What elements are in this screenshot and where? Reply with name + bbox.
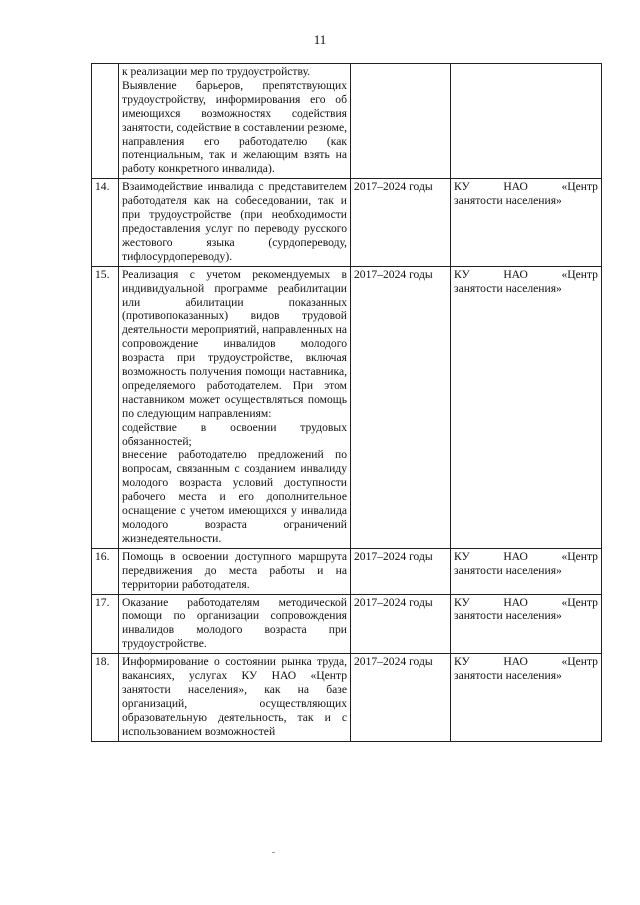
scan-mark (272, 852, 275, 853)
description-paragraph: внесение работодателю предложений по вопросам, связанным с созданием инвалиду молодого возраста условий доступности рабочего места и его дополнительное оснащение с учетом имеющихся у инвалида молодого возраста ограничений жизнедеятельности. (122, 448, 347, 545)
responsible-rest: занятости населения» (454, 609, 562, 623)
period-cell: 2017–2024 годы (351, 594, 451, 654)
responsible-cell (451, 548, 602, 594)
responsible-rest: занятости населения» (454, 281, 562, 295)
table-row (92, 548, 602, 594)
measure-description (119, 64, 351, 179)
responsible-word: НАО (503, 267, 528, 281)
responsible-word: «Центр (561, 549, 598, 563)
responsible-word: КУ (454, 655, 470, 669)
period-cell: 2017–2024 годы (351, 654, 451, 741)
responsible-word: НАО (503, 595, 528, 609)
measure-description (119, 548, 351, 594)
responsible-cell (451, 594, 602, 654)
page-number: 11 (313, 32, 327, 47)
row-number: 17. (92, 594, 119, 654)
period-cell: 2017–2024 годы (351, 179, 451, 266)
responsible-word: КУ (454, 595, 470, 609)
table-row (92, 594, 602, 654)
row-number: 15. (92, 266, 119, 548)
responsible-word: КУ (454, 180, 470, 194)
responsible-rest: занятости населения» (454, 669, 562, 683)
description-paragraph: Информирование о состоянии рынка труда, вакансиях, услугах КУ НАО «Центр занятости населения», как на базе организаций, осуществляющих образовательную деятельность, так и с использованием возможностей (122, 655, 347, 738)
period-cell: 2017–2024 годы (351, 266, 451, 548)
row-number: 18. (92, 654, 119, 741)
measures-table (91, 63, 602, 742)
responsible-word: «Центр (561, 180, 598, 194)
responsible-rest: занятости населения» (454, 194, 562, 208)
measure-description (119, 179, 351, 266)
responsible-cell (451, 64, 602, 179)
table-row (92, 64, 602, 179)
description-paragraph: Помощь в освоении доступного маршрута передвижения до места работы и на территории работодателя. (122, 549, 347, 591)
responsible-word: НАО (503, 180, 528, 194)
description-paragraph: Выявление барьеров, препятствующих трудоустройству, информирования его об имеющихся возможностях содействия занятости, содействие в составлении резюме, направления его работодателю (как потенциальным, так и желающим взять на работу конкретного инвалида). (122, 78, 347, 176)
table-row (92, 654, 602, 741)
table-row (92, 266, 602, 548)
row-number (92, 64, 119, 179)
table-row (92, 179, 602, 266)
responsible-word: КУ (454, 267, 470, 281)
description-paragraph: Реализация с учетом рекомендуемых в индивидуальной программе реабилитации или абилитации показанных (противопоказанных) видов трудовой деятельности мероприятий, направленных на сопровождение инвалидов молодого возраста при трудоустройстве, включая возможность получения помощи наставника, определяемого работодателем. При этом наставником может осуществляться помощь по следующим направлениям: (122, 267, 347, 420)
responsible-word: КУ (454, 549, 470, 563)
responsible-rest: занятости населения» (454, 563, 562, 577)
row-number: 16. (92, 548, 119, 594)
responsible-word: «Центр (561, 655, 598, 669)
description-paragraph: Взаимодействие инвалида с представителем работодателя как на собеседовании, так и при трудоустройстве (при необходимости предоставления услуг по переводу русского жестового языка (сурдопереводу, тифлосурдопереводу). (122, 180, 347, 263)
row-number: 14. (92, 179, 119, 266)
responsible-word: «Центр (561, 267, 598, 281)
measure-description (119, 266, 351, 548)
description-paragraph: Оказание работодателям методической помощи по организации сопровождения инвалидов молодого возраста при трудоустройстве. (122, 595, 347, 651)
description-paragraph: содействие в освоении трудовых обязанностей; (122, 420, 347, 448)
measure-description (119, 654, 351, 741)
responsible-cell (451, 179, 602, 266)
responsible-word: «Центр (561, 595, 598, 609)
measure-description (119, 594, 351, 654)
period-cell: 2017–2024 годы (351, 548, 451, 594)
responsible-word: НАО (503, 655, 528, 669)
responsible-cell (451, 266, 602, 548)
period-cell (351, 64, 451, 179)
responsible-word: НАО (503, 549, 528, 563)
responsible-cell (451, 654, 602, 741)
description-paragraph: к реализации мер по трудоустройству. (122, 65, 311, 78)
